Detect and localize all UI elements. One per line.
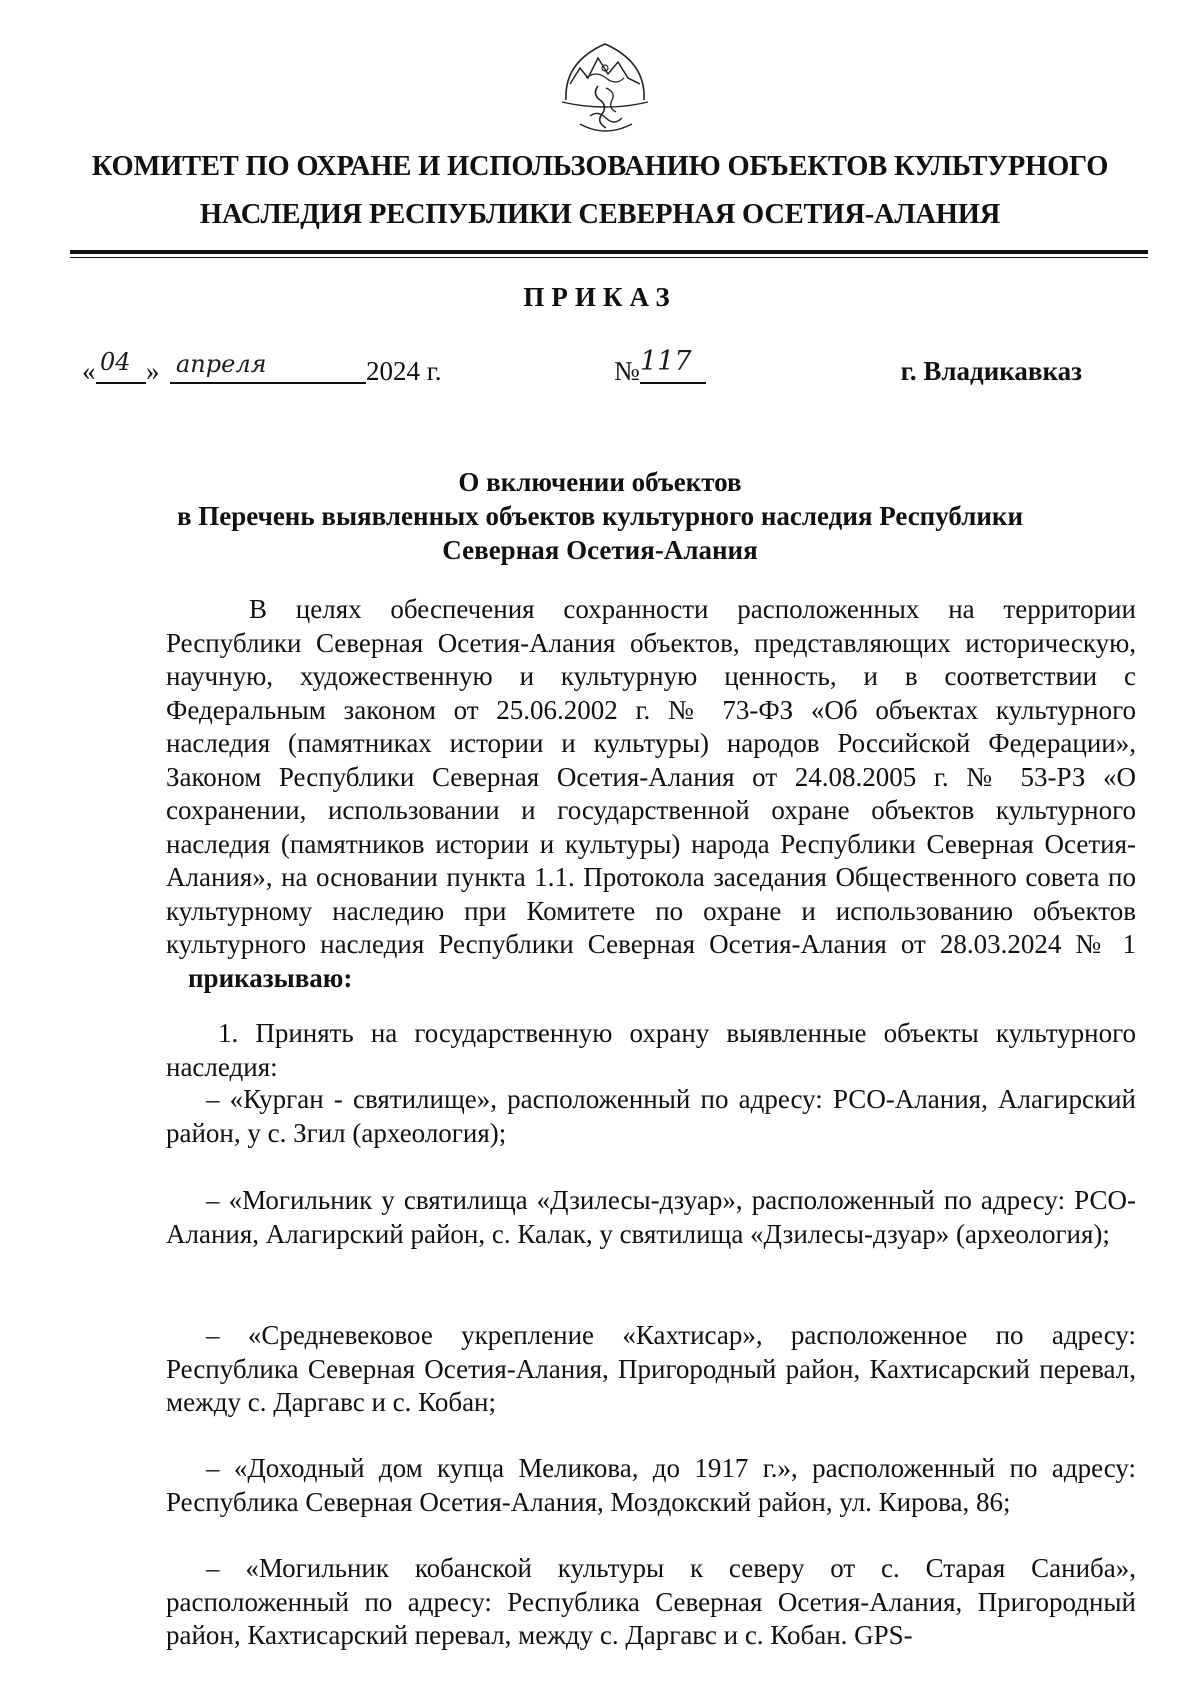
list-item: – «Курган - святилище», расположенный по адресу: РСО-Алания, Алагирский район, у с. Згил (археология); [166, 1084, 1136, 1148]
date-year: 2024 г. [366, 356, 442, 386]
point-1-intro: 1. Принять на государственную охрану выявленные объекты культурного наследия: [166, 1018, 1136, 1082]
header-divider-thin [70, 257, 1148, 258]
number-underline [640, 382, 706, 384]
command-word: приказываю: [188, 962, 353, 993]
document-type-title: ПРИКАЗ [523, 282, 677, 312]
order-number-sign: № [614, 356, 640, 386]
header-divider-thick [70, 250, 1148, 254]
order-title-line3: Северная Осетия-Алания [442, 535, 758, 565]
preamble-text: В целях обеспечения сохранности расположенных на территории Республики Северная Осетия-Алания объектов, представляющих историческую, научную, художественную и культурную ценность, и в соответствии с Федеральным законом от 25.06.2002 г. № 73-ФЗ «Об объектах культурного наследия (памятниках истории и культуры) народов Российской Федерации», Законом Республики Северная Осетия-Алания от 24.08.2005 г. № 53-РЗ «О сохранении, использовании и государственной охране объектов культурного наследия (памятников истории и культуры) народа Республики Северная Осетия-Алания», на основании пункта 1.1. Протокола заседания Общественного совета по культурному наследию при Комитете по охране и использованию объектов культурного наследия Республики Северная Осетия-Алания от 28.03.2024 № 1 [166, 594, 1136, 959]
list-item: – «Средневековое укрепление «Кахтисар», расположенное по адресу: Республика Северная Осетия-Алания, Пригородный район, Кахтисарский перевал, между с. Даргавс и с. Кобан; [166, 1320, 1136, 1417]
list-item: – «Доходный дом купца Меликова, до 1917 г.», расположенный по адресу: Республика Северная Осетия-Алания, Моздокский район, ул. Кирова, 86; [166, 1453, 1136, 1517]
list-item: – «Могильник кобанской культуры к северу от с. Старая Саниба», расположенный по адресу: Республика Северная Осетия-Алания, Пригородный район, Кахтисарский перевал, между с. Даргавс и с. Кобан. GPS- [166, 1553, 1136, 1650]
preamble-paragraph [166, 593, 1136, 995]
date-close-quote: » [146, 356, 160, 386]
coat-of-arms-icon [556, 38, 654, 144]
city-name: г. Владикавказ [900, 356, 1082, 386]
month-underline [170, 382, 366, 384]
day-underline [96, 382, 146, 384]
handwritten-order-number: 117 [640, 346, 692, 377]
list-item: – «Могильник у святилища «Дзилесы-дзуар», расположенный по адресу: РСО-Алания, Алагирский район, с. Калак, у святилища «Дзилесы-дзуар» (археология); [166, 1185, 1136, 1249]
handwritten-month: апреля [176, 350, 267, 378]
order-title-line1: О включении объектов [458, 467, 742, 497]
organization-name-line2: НАСЛЕДИЯ РЕСПУБЛИКИ СЕВЕРНАЯ ОСЕТИЯ-АЛАНИЯ [199, 199, 1001, 230]
order-title-line2: в Перечень выявленных объектов культурного наследия Республики [176, 501, 1024, 531]
organization-name-line1: КОМИТЕТ ПО ОХРАНЕ И ИСПОЛЬЗОВАНИЮ ОБЪЕКТОВ КУЛЬТУРНОГО [91, 151, 1109, 182]
date-open-quote: « [82, 356, 96, 386]
order-title [80, 465, 1120, 567]
handwritten-day: 04 [100, 348, 131, 376]
